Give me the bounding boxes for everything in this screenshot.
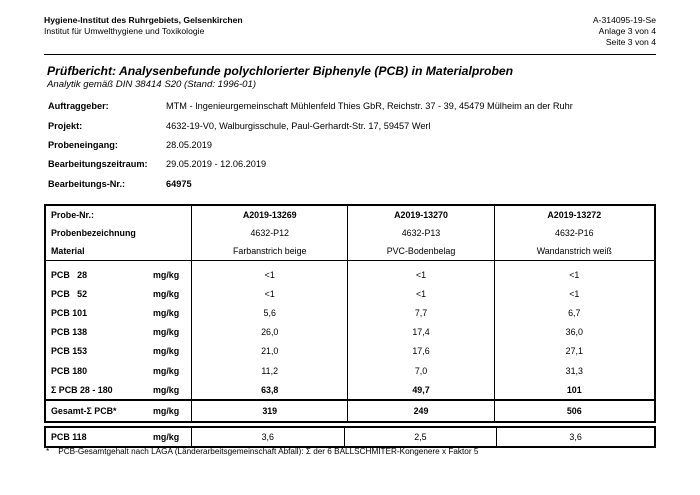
unit: mg/kg	[153, 307, 180, 318]
table-row	[45, 284, 655, 303]
table-cell: <1	[192, 265, 348, 284]
total-cell: 249	[348, 400, 494, 422]
sample-material: Wandanstrich weiß	[494, 242, 655, 261]
table-cell: 7,7	[348, 303, 494, 322]
table-cell: <1	[192, 284, 348, 303]
pcb118-table	[44, 426, 656, 448]
unit: mg/kg	[153, 269, 180, 280]
institute-name: Hygiene-Institut des Ruhrgebiets, Gelsenkirchen	[44, 15, 243, 25]
table-row	[45, 224, 655, 242]
congener-label: PCB 101	[51, 307, 88, 318]
report-id: A-314095-19-Se	[592, 15, 656, 25]
sum-label: Σ PCB 28 - 180	[45, 380, 153, 400]
sample-designation: 4632-P16	[494, 224, 655, 242]
table-cell: 5,6	[192, 303, 348, 322]
table-cell: <1	[348, 284, 494, 303]
table-row	[45, 242, 655, 261]
meta-label: Auftraggeber:	[48, 101, 109, 111]
table-cell: 26,0	[192, 323, 348, 342]
table-cell: 27,1	[494, 342, 655, 361]
table-row	[45, 427, 655, 447]
sum-cell: 49,7	[348, 380, 494, 400]
table-cell: 3,6	[192, 427, 345, 447]
table-cell: 17,6	[348, 342, 494, 361]
meta-label: Bearbeitungszeitraum:	[48, 159, 148, 169]
table-cell: 7,0	[348, 361, 494, 380]
congener-label: PCB 138	[51, 327, 88, 338]
meta-label: Probeneingang:	[48, 140, 118, 150]
table-cell: 21,0	[192, 342, 348, 361]
unit: mg/kg	[153, 327, 180, 338]
table-cell: <1	[348, 265, 494, 284]
row-label: Probenbezeichnung	[51, 228, 136, 238]
congener-label: PCB 28	[51, 269, 88, 280]
meta-value: 29.05.2019 - 12.06.2019	[166, 159, 267, 169]
unit: mg/kg	[153, 365, 180, 376]
table-row	[45, 323, 655, 342]
sample-number: A2019-13269	[192, 205, 348, 224]
table-row	[45, 361, 655, 380]
total-cell: 506	[494, 400, 655, 422]
meta-value: 4632-19-V0, Walburgisschule, Paul-Gerhardt-Str. 17, 59457 Werl	[166, 121, 431, 131]
table-cell: 2,5	[344, 427, 497, 447]
sum-cell: 101	[494, 380, 655, 400]
sample-material: PVC-Bodenbelag	[348, 242, 494, 261]
total-cell: 319	[192, 400, 348, 422]
sample-number: A2019-13272	[494, 205, 655, 224]
sum-cell: 63,8	[192, 380, 348, 400]
header-rule	[44, 54, 656, 55]
table-cell: 11,2	[192, 361, 348, 380]
meta-value: MTM - Ingenieurgemeinschaft Mühlenfeld Thies GbR, Reichstr. 37 - 39, 45479 Mülheim an der Ruhr	[166, 101, 573, 111]
table-cell: 36,0	[494, 323, 655, 342]
unit: mg/kg	[153, 432, 180, 442]
report-reference	[593, 15, 656, 48]
unit: mg/kg	[153, 380, 192, 400]
attachment-label: Anlage 3 von 4	[598, 26, 656, 36]
sample-material: Farbanstrich beige	[192, 242, 348, 261]
total-label: Gesamt-Σ PCB*	[51, 406, 117, 417]
congener-label: PCB 52	[51, 288, 88, 299]
table-cell: 3,6	[497, 427, 655, 447]
pcb-results-table	[44, 204, 656, 423]
table-cell: <1	[494, 265, 655, 284]
institute-header	[44, 15, 243, 37]
page-number: Seite 3 von 4	[605, 37, 656, 47]
table-row	[45, 205, 655, 224]
sample-number: A2019-13270	[348, 205, 494, 224]
congener-label: PCB 118	[51, 432, 87, 442]
department-name: Institut für Umwelthygiene und Toxikologie	[44, 26, 205, 36]
table-cell: 17,4	[348, 323, 494, 342]
sample-designation: 4632-P13	[348, 224, 494, 242]
meta-label: Projekt:	[48, 121, 83, 131]
unit: mg/kg	[153, 288, 180, 299]
report-title: Prüfbericht: Analysenbefunde polychlorierter Biphenyle (PCB) in Materialproben	[47, 64, 514, 78]
table-cell: 31,3	[494, 361, 655, 380]
report-subtitle: Analytik gemäß DIN 38414 S20 (Stand: 1996-01)	[47, 79, 257, 90]
total-row	[45, 400, 655, 422]
table-row	[45, 303, 655, 322]
table-cell: 6,7	[494, 303, 655, 322]
footnote: * PCB-Gesamtgehalt nach LAGA (Länderarbeitsgemeinschaft Abfall): Σ der 6 BALLSCHMITER-Kongenere x Faktor 5	[46, 447, 479, 456]
unit: mg/kg	[153, 346, 180, 357]
table-row	[45, 342, 655, 361]
congener-label: PCB 180	[51, 365, 88, 376]
row-label: Probe-Nr.:	[51, 210, 94, 220]
sample-designation: 4632-P12	[192, 224, 348, 242]
table-row	[45, 265, 655, 284]
row-label: Material	[45, 242, 192, 261]
meta-value: 64975	[166, 179, 192, 189]
congener-label: PCB 153	[51, 346, 88, 357]
sum-row	[45, 380, 655, 400]
table-cell: <1	[494, 284, 655, 303]
meta-label: Bearbeitungs-Nr.:	[48, 179, 126, 189]
meta-value: 28.05.2019	[166, 140, 212, 150]
unit: mg/kg	[153, 406, 180, 417]
